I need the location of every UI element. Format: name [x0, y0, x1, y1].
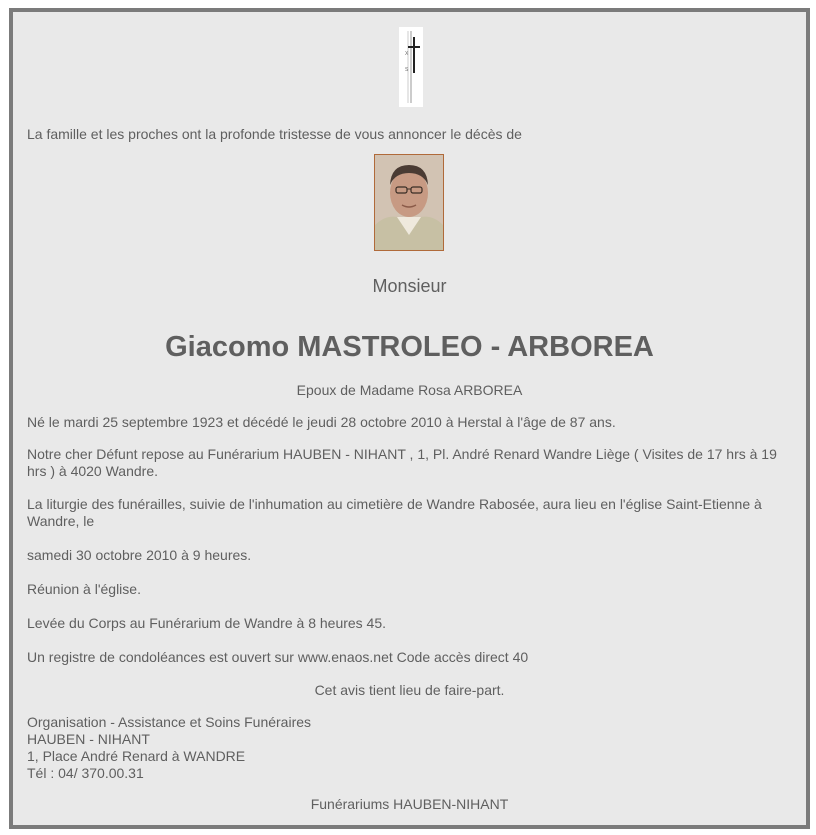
repose-text: Notre cher Défunt repose au Funérarium HAUBEN - NIHANT , 1, Pl. André Renard Wandre Liège ( Visites de 17 hrs à 19 hrs ) à 4020 Wandre.	[27, 446, 777, 479]
svg-text:S: S	[405, 67, 409, 73]
funeral-date: samedi 30 octobre 2010 à 9 heures.	[27, 547, 252, 563]
deceased-portrait	[374, 154, 444, 251]
liturgy-text: La liturgie des funérailles, suivie de l'inhumation au cimetière de Wandre Rabosée, aura lieu en l'église Saint-Etienne à Wandre, le	[27, 496, 762, 529]
register-text: Un registre de condoléances est ouvert sur www.enaos.net Code accès direct 40	[27, 649, 529, 665]
cross-icon	[399, 27, 423, 107]
meeting-text: Réunion à l'église.	[27, 581, 141, 597]
footer-text: Funérariums HAUBEN-NIHANT	[310, 796, 509, 812]
org-line-2: HAUBEN - NIHANT	[27, 731, 150, 747]
org-line-3: 1, Place André Renard à WANDRE	[27, 748, 246, 764]
spouse-text: Epoux de Madame Rosa ARBOREA	[296, 382, 523, 398]
levee-text: Levée du Corps au Funérarium de Wandre à 8 heures 45.	[27, 615, 387, 631]
faire-part-text: Cet avis tient lieu de faire-part.	[314, 682, 505, 698]
intro-text: La famille et les proches ont la profonde tristesse de vous annoncer le décès de	[27, 126, 522, 142]
obituary-card	[9, 8, 810, 829]
birth-death-text: Né le mardi 25 septembre 1923 et décédé le jeudi 28 octobre 2010 à Herstal à l'âge de 87 ans.	[27, 414, 616, 430]
org-line-4: Tél : 04/ 370.00.31	[27, 765, 144, 781]
svg-text:X: X	[405, 51, 409, 57]
deceased-name: Giacomo MASTROLEO - ARBOREA	[165, 331, 654, 363]
title-monsieur: Monsieur	[372, 276, 447, 296]
org-line-1: Organisation - Assistance et Soins Funéraires	[27, 714, 312, 730]
